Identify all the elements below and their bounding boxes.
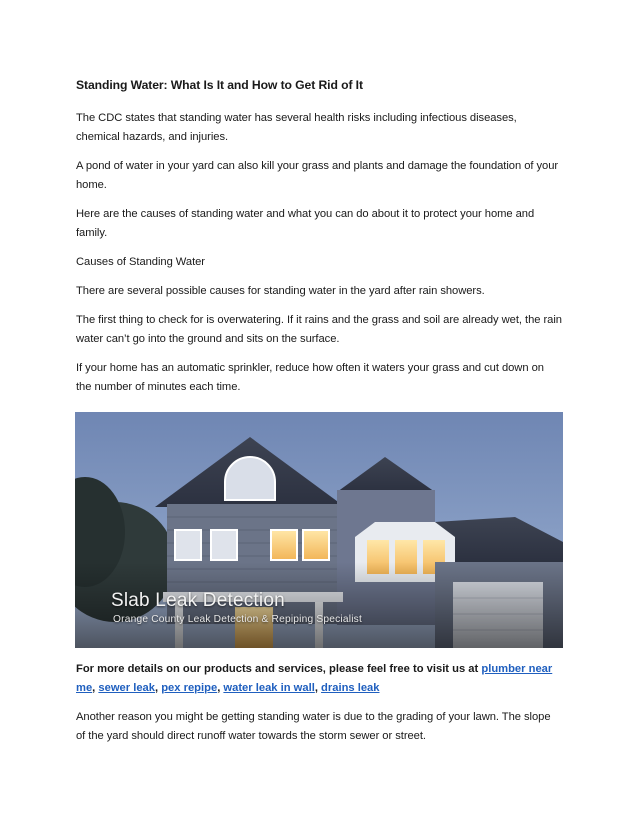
paragraph-grading: Another reason you might be getting standing water is due to the grading of your lawn. The slope of the yard should direct runoff water towards the storm sewer or street. [76, 711, 551, 742]
cta-separator: , [314, 682, 322, 694]
house-illustration [75, 412, 563, 648]
paragraph-possible-causes: There are several possible causes for standing water in the yard after rain showers. [76, 285, 485, 297]
paragraph-causes-intro: Here are the causes of standing water and what you can do about it to protect your home and family. [76, 208, 535, 239]
image-brand-text: Slab Leak Detection [111, 590, 285, 611]
paragraph-sprinkler: If your home has an automatic sprinkler, reduce how often it waters your grass and cut down on the number of minutes each time. [76, 362, 544, 393]
image-tagline-text: Orange County Leak Detection & Repiping Specialist [113, 614, 362, 625]
paragraph-pond: A pond of water in your yard can also kill your grass and plants and damage the foundation of your home. [76, 160, 559, 191]
article-title: Standing Water: What Is It and How to Get Rid of It [76, 78, 363, 92]
cta-separator: , [217, 682, 224, 694]
house-photo [75, 412, 563, 648]
document-body [76, 77, 562, 756]
paragraph-overwatering: The first thing to check for is overwatering. If it rains and the grass and soil are already wet, the rain water can’t go into the ground and sits on the surface. [76, 314, 562, 345]
cta-paragraph [76, 660, 562, 698]
link-water-leak-in-wall[interactable]: water leak in wall [223, 682, 315, 694]
cta-separator: , [155, 682, 162, 694]
cta-lead: For more details on our products and services, please feel free to visit us at [76, 663, 482, 675]
cta-separator: , [92, 682, 99, 694]
section-heading-causes: Causes of Standing Water [76, 256, 205, 268]
link-sewer-leak[interactable]: sewer leak [98, 682, 155, 694]
link-plumber-near-me[interactable]: plumber near me [76, 663, 553, 694]
link-pex-repipe[interactable]: pex repipe [161, 682, 218, 694]
paragraph-cdc: The CDC states that standing water has several health risks including infectious diseases, chemical hazards, and injuries. [76, 112, 517, 143]
link-drains-leak[interactable]: drains leak [321, 682, 380, 694]
